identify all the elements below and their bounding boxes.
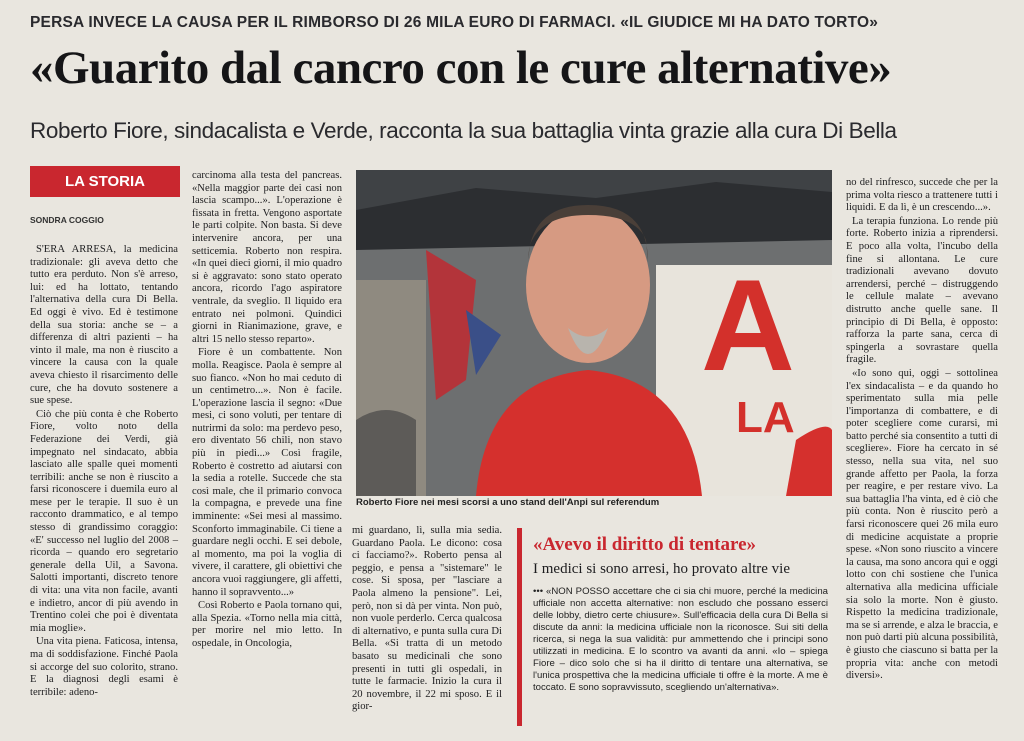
paragraph: S'ERA ARRESA, la medicina tradizionale: gli aveva detto che tutto era perduto. Non s'è arreso, lui: ed ha lottato, tentando l'alternativa della cura Di Bella. Ed oggi è vivo. Ed è testimone della sua storia: anche se – a differenza di altri pazienti – ha vinto il male, ma non è riuscito a vincere la causa con la quale aveva chiesto il risarcimento delle cure, che ha dovuto sostenere a sue spese. [30, 244, 178, 407]
photo-illustration [356, 170, 832, 496]
kicker: PERSA INVECE LA CAUSA PER IL RIMBORSO DI 26 MILA EURO DI FARMACI. «IL GIUDICE MI HA DATO TORTO» [30, 14, 879, 31]
paragraph: Ciò che più conta è che Roberto Fiore, volto noto della Federazione dei Verdi, già impegnato nel sindacato, abbia lasciato alle spalle quei momenti terribili: anche se non è riuscito a farsi riconoscere i duemila euro al mese per le terapie. Il suo è un racconto drammatico, e al tempo stesso di grandissimo coraggio: «E' successo nel luglio del 2008 – ricorda – quando ero segretario generale della Uil, a Savona. Salotti importanti, discreto tenore di vita: una vita non facile, avanti e indietro, ancor di più avendo in Trentino colei che poi è diventata mia moglie». [30, 408, 178, 634]
article-column-3 [352, 525, 502, 715]
article-column-2 [192, 170, 342, 652]
banner-letters: LA [736, 393, 795, 442]
paragraph: Una vita piena. Faticosa, intensa, ma di soddisfazione. Finché Paola si accorge del suo colorito, strano. E la diagnosi degli esami è terribile: adeno- [30, 636, 178, 698]
sidebar-subtitle: I medici si sono arresi, ho provato altre vie [533, 561, 791, 577]
sidebar-title: «Avevo il diritto di tentare» [533, 534, 757, 555]
paragraph: Fiore è un combattente. Non molla. Reagisce. Paola è sempre al suo fianco. «Non ho mai ceduto di un centimetro...». Non è facile. L'operazione lascia il segno: «Due mesi, ci sono voluti, per tentare di nutrirmi da solo: ma perdevo peso, ero diventato 56 chili, non stavo più in piedi...» Così fragile, Roberto è costretto ad aiutarsi con la sedia a rotelle. Succede che sta così male, che il primario convoca la compagna, e prevede una fine imminente: «Sei mesi al massimo. Sconforto immaginabile. Ci tiene a guardare negli occhi. E sei debole, al momento, ma poi la voglia di vivere, il carattere, gli obiettivi che ancora vuoi raggiungere, gli affetti, hanno il sopravvento...» [192, 347, 342, 598]
article-column-4 [846, 177, 998, 684]
sidebar-accent-bar [517, 528, 522, 726]
sidebar-text: ••• «NON POSSO accettare che ci sia chi muore, perché la medicina ufficiale non accetta alternative: non escludo che possano esserci delle lobby, dietro certe chiusure». Sull'efficacia della cura Di Bella si discute da anni: la medicina ufficiale non la riconosce. Sui siti della ricerca, si nega la sua validità: pur ammettendo che i principi sono utilizzati in medicina. E lo scontro va avanti da anni. «Io – spiega Fiore – dico solo che si ha il diritto di tentare una alternativa, se l'unica prospettiva che la medicina ufficiale ti offre è la morte. A me è toccato. E sono sopravvissuto, scegliendo un'alternativa». [533, 586, 828, 693]
paragraph: La terapia funziona. Lo rende più forte. Roberto inizia a riprendersi. E poco alla volta, l'incubo della fine si allontana. Le cure tradizionali avevano dovuto arrendersi, perché – distruggendo le cellule malate – avevano distrutto anche quelle sane. Il principio di Di Bella, è opposto: rafforza la parte sana, cerca di spingerla a sovrastare quella fragile. [846, 215, 998, 366]
article-column-1 [30, 244, 178, 700]
paragraph: carcinoma alla testa del pancreas. «Nella maggior parte dei casi non lascia scampo...». L'operazione è fissata in fretta. Vengono asportate le parti colpite. Non basta. Si deve intervenire ancora, per una setticemia. Roberto non respira. «In quei dieci giorni, il mio quadro si è aggravato: sono stato operato ancora, ricordo l'ago aspiratore ventrale, da sveglio. Il liquido era entrato nei polmoni. Quindici giorni in Rianimazione, grave, e altri 15 nello stesso reparto». [192, 170, 342, 345]
paragraph: mi guardano, lì, sulla mia sedia. Guardano Paola. Le dicono: cosa ci facciamo?». Roberto pensa al peggio, e pensa a "sistemare" le cose. Si sposa, per "lasciare a Paola almeno la pensione". Lei, però, non si dà per vinta. Non può, non vuole perderlo. Cerca qualcosa di alternativo, e punta sulla cura Di Bella. «Si tratta di un metodo basato su medicinali che sono presenti in tutti gli ospedali, in tutte le farmacie. Inizio la cura il 20 novembre, il 22 mi sposo. E il gior- [352, 525, 502, 713]
byline: SONDRA COGGIO [30, 215, 104, 225]
article-photo [356, 170, 832, 496]
paragraph: no del rinfresco, succede che per la prima volta riesco a trattenere tutti i liquidi. E da lì, è un crescendo...». [846, 177, 998, 214]
paragraph: Così Roberto e Paola tornano qui, alla Spezia. «Torno nella mia città, per morire nel mio letto. In ospedale, in Oncologia, [192, 600, 342, 649]
headline: «Guarito dal cancro con le cure alternative» [30, 42, 892, 94]
subheadline: Roberto Fiore, sindacalista e Verde, racconta la sua battaglia vinta grazie alla cura Di Bella [30, 118, 897, 143]
banner-letter: A [701, 252, 795, 398]
section-tag: LA STORIA [30, 166, 180, 197]
paragraph: «Io sono qui, oggi – sottolinea l'ex sindacalista – e da quando ho sperimentato sulla mia pelle l'importanza di combattere, e di poter scegliere come curarsi, mi batto perché sia consentito a tutti di scegliere». Fiore ha cercato in sé stesso, nella sua vita, nel suo grande affetto per Paola, la forza per reagire, e per restare vivo. La sua battaglia l'ha vinta, ed è ciò che più conta. Non è riuscito però a farsi riconoscere quei 26 mila euro di medicine acquistate a proprie spese. «Non sono riuscito a vincere la causa, ma sono ancora qui e oggi lotto con chi sostiene che l'unica alternativa alla medicina ufficiale sia solo la morte. Non è giusto. Rispetto la medicina tradizionale, ma se si arrende, e alza le braccia, e non può darti più alcuna possibilità, è giusto che ciascuno si batta per la propria vita: anche con metodi diversi». [846, 367, 998, 682]
photo-caption: Roberto Fiore nei mesi scorsi a uno stand dell'Anpi sul referendum [356, 497, 660, 508]
